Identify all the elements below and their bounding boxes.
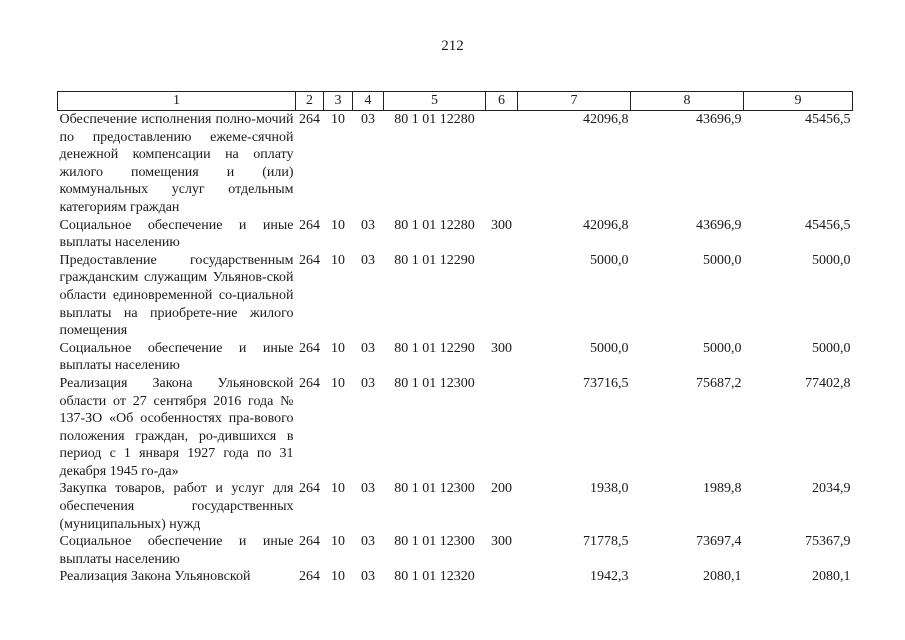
subsection-code: 03	[361, 217, 375, 233]
expense-type-code: 200	[491, 481, 512, 497]
column-header: 2	[296, 92, 324, 111]
admin-code: 264	[299, 340, 320, 356]
column-header: 7	[518, 92, 631, 111]
column-header: 1	[58, 92, 296, 111]
row-name: Реализация Закона Ульяновской области от 27 сентября 2016 года № 137-ЗО «Об особенностях пра-вового положения граждан, ро-дившихся в период с 1 января 1927 года по 31 декабря 1945 го-да»	[59, 375, 294, 479]
target-article-code: 80 1 01 12280	[394, 112, 475, 127]
target-article-code: 80 1 01 12300	[394, 481, 475, 497]
column-header: 8	[631, 92, 744, 111]
target-article-code: 80 1 01 12280	[394, 217, 475, 233]
subsection-code: 03	[361, 112, 375, 127]
admin-code: 264	[299, 217, 320, 233]
table-row	[58, 375, 853, 481]
target-article-code: 80 1 01 12290	[394, 340, 475, 356]
section-code: 10	[331, 569, 345, 585]
subsection-code: 03	[361, 481, 375, 497]
subsection-code: 03	[361, 569, 375, 585]
table-row	[58, 533, 853, 568]
amount-year-3: 5000,0	[812, 340, 851, 356]
amount-year-1: 5000,0	[590, 340, 629, 356]
subsection-code: 03	[361, 340, 375, 356]
amount-year-2: 2080,1	[703, 569, 742, 585]
amount-year-1: 5000,0	[590, 252, 629, 268]
table-row	[58, 111, 853, 217]
amount-year-3: 75367,9	[805, 534, 851, 550]
target-article-code: 80 1 01 12290	[394, 252, 475, 268]
table-row	[58, 568, 853, 586]
section-code: 10	[331, 112, 345, 127]
amount-year-1: 1942,3	[590, 569, 629, 585]
column-header: 4	[353, 92, 384, 111]
section-code: 10	[331, 375, 345, 391]
admin-code: 264	[299, 375, 320, 391]
table-body	[58, 111, 853, 587]
amount-year-3: 45456,5	[805, 112, 851, 127]
amount-year-2: 5000,0	[703, 340, 742, 356]
column-header: 5	[384, 92, 486, 111]
amount-year-3: 77402,8	[805, 375, 851, 391]
amount-year-3: 45456,5	[805, 217, 851, 233]
row-name: Предоставление государственным гражданским служащим Ульянов-ской области единовременной со-циальной выплаты на приобрете-ние жилого помещения	[59, 252, 294, 339]
admin-code: 264	[299, 481, 320, 497]
section-code: 10	[331, 481, 345, 497]
expense-type-code: 300	[491, 340, 512, 356]
amount-year-2: 73697,4	[696, 534, 742, 550]
expense-type-code	[486, 568, 518, 586]
table-row	[58, 480, 853, 533]
header-row	[58, 92, 853, 111]
expense-type-code	[486, 375, 518, 481]
section-code: 10	[331, 340, 345, 356]
section-code: 10	[331, 217, 345, 233]
row-name: Реализация Закона Ульяновской	[59, 569, 251, 585]
target-article-code: 80 1 01 12300	[394, 534, 475, 550]
amount-year-2: 43696,9	[696, 112, 742, 127]
row-name: Социальное обеспечение и иные выплаты населению	[59, 340, 294, 374]
amount-year-1: 71778,5	[583, 534, 629, 550]
budget-table	[57, 91, 853, 586]
amount-year-2: 1989,8	[703, 481, 742, 497]
column-header: 3	[324, 92, 353, 111]
section-code: 10	[331, 252, 345, 268]
row-name: Обеспечение исполнения полно-мочий по предоставлению ежеме-сячной денежной компенсации на оплату жилого помещения и (или) коммунальных услуг отдельным категориям граждан	[59, 112, 294, 215]
row-name: Социальное обеспечение и иные выплаты населению	[59, 534, 294, 567]
page-number: 212	[441, 38, 464, 54]
row-name: Социальное обеспечение и иные выплаты населению	[59, 217, 294, 251]
admin-code: 264	[299, 112, 320, 127]
subsection-code: 03	[361, 375, 375, 391]
expense-type-code: 300	[491, 217, 512, 233]
table-row	[58, 252, 853, 340]
amount-year-2: 5000,0	[703, 252, 742, 268]
admin-code: 264	[299, 569, 320, 585]
expense-type-code	[486, 252, 518, 340]
subsection-code: 03	[361, 252, 375, 268]
amount-year-3: 2034,9	[812, 481, 851, 497]
amount-year-1: 42096,8	[583, 112, 629, 127]
column-header: 9	[744, 92, 853, 111]
amount-year-1: 42096,8	[583, 217, 629, 233]
amount-year-3: 2080,1	[812, 569, 851, 585]
section-code: 10	[331, 534, 345, 550]
expense-type-code	[486, 111, 518, 217]
row-name: Закупка товаров, работ и услуг для обеспечения государственных (муниципальных) нужд	[59, 481, 294, 532]
target-article-code: 80 1 01 12320	[394, 569, 475, 585]
column-header: 6	[486, 92, 518, 111]
amount-year-1: 73716,5	[583, 375, 629, 391]
subsection-code: 03	[361, 534, 375, 550]
amount-year-3: 5000,0	[812, 252, 851, 268]
expense-type-code: 300	[491, 534, 512, 550]
amount-year-2: 75687,2	[696, 375, 742, 391]
amount-year-1: 1938,0	[590, 481, 629, 497]
admin-code: 264	[299, 534, 320, 550]
amount-year-2: 43696,9	[696, 217, 742, 233]
target-article-code: 80 1 01 12300	[394, 375, 475, 391]
table-row	[58, 217, 853, 252]
table-row	[58, 340, 853, 375]
admin-code: 264	[299, 252, 320, 268]
